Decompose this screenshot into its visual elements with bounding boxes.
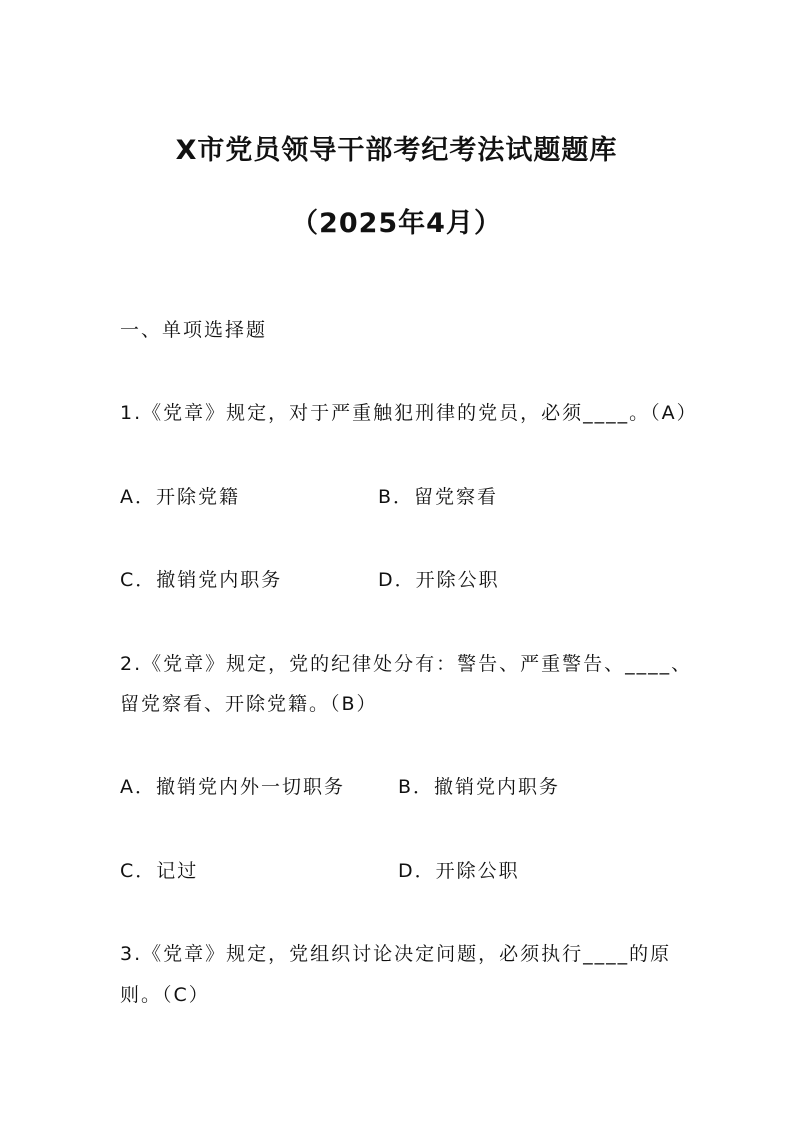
- document-title: X市党员领导干部考纪考法试题题库: [175, 135, 618, 166]
- question-2-stem-line-1: 2.《党章》规定，党的纪律处分有：警告、严重警告、____、: [120, 653, 693, 675]
- question-3-stem-line-1: 3.《党章》规定，党组织讨论决定问题，必须执行____的原: [120, 943, 672, 965]
- question-2-option-a: A．撤销党内外一切职务: [120, 776, 345, 798]
- question-2-option-b: B．撤销党内职务: [398, 776, 561, 798]
- question-1-stem: 1.《党章》规定，对于严重触犯刑律的党员，必须____。（A）: [120, 402, 698, 424]
- question-1-option-b: B．留党察看: [378, 486, 499, 508]
- question-2-option-c: C．记过: [120, 860, 199, 882]
- question-2-stem-line-2: 留党察看、开除党籍。（B）: [120, 693, 378, 715]
- question-1-option-d: D．开除公职: [378, 569, 500, 591]
- document-subtitle: （2025年4月）: [291, 208, 502, 239]
- question-1-option-a: A．开除党籍: [120, 486, 240, 508]
- question-1-option-c: C．撤销党内职务: [120, 569, 283, 591]
- question-3-stem-line-2: 则。（C）: [120, 984, 210, 1006]
- section-heading: 一、单项选择题: [120, 319, 268, 341]
- question-2-option-d: D．开除公职: [398, 860, 520, 882]
